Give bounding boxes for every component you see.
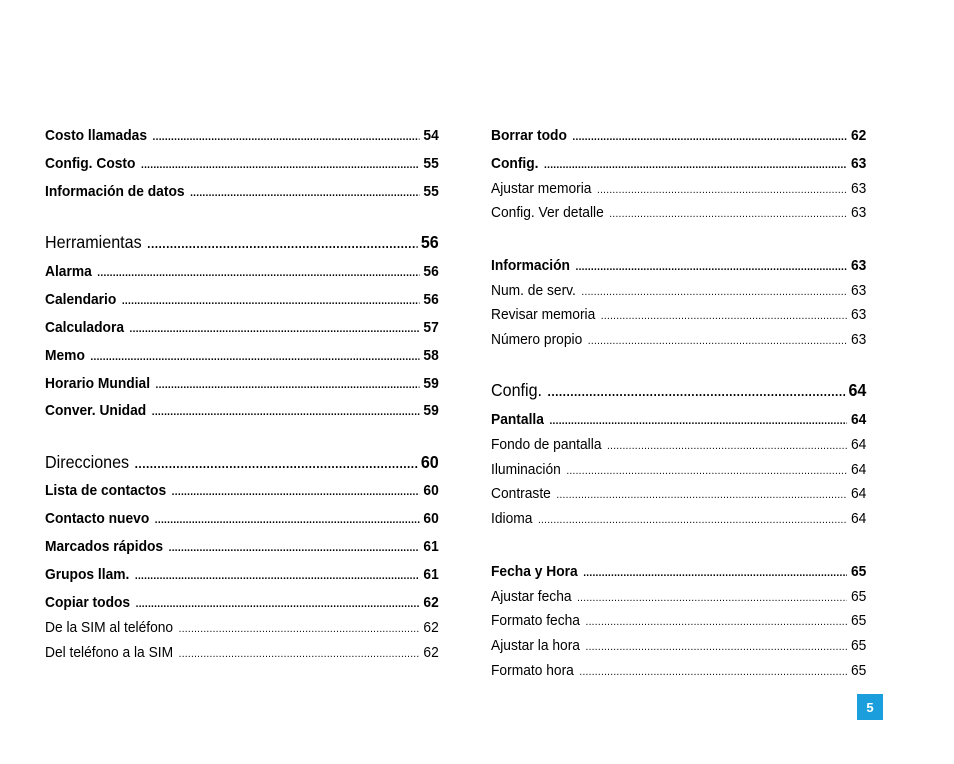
toc-entry [491,154,866,175]
leader-dots [609,204,847,224]
toc-entry-label: Costo llamadas [45,127,148,144]
toc-entry-label: De la SIM al teléfono [45,619,174,636]
toc-entry-page: 56 [420,232,439,252]
toc-subentry [491,460,866,481]
toc-entry-page: 64 [851,510,867,527]
toc-entry-label: Fecha y Hora [491,563,578,580]
toc-subentry [491,611,866,632]
toc-subentry [491,636,866,657]
toc-entry-label: Información [491,257,570,274]
toc-entry-page: 64 [848,380,867,400]
toc-entry-page: 63 [851,155,867,172]
toc-entry-page: 59 [423,375,439,392]
toc-entry-page: 64 [851,411,867,428]
toc-entry-label: Config. Costo [45,155,136,172]
toc-entry-page: 64 [851,461,867,478]
toc-entry-page: 61 [423,566,439,583]
leader-dots [597,180,847,200]
leader-dots [566,461,847,481]
toc-entry-label: Num. de serv. [491,282,576,299]
toc-entry [491,256,866,277]
toc-entry-label: Formato hora [491,662,574,679]
toc-entry-page: 63 [851,306,867,323]
toc-entry-label: Alarma [45,263,92,280]
toc-entry-label: Del teléfono a la SIM [45,644,174,661]
toc-entry-label: Revisar memoria [491,306,596,323]
toc-entry-page: 62 [423,594,439,611]
toc-entry-page: 62 [423,644,439,661]
toc-entry-page: 58 [423,347,439,364]
toc-entry-label: Conver. Unidad [45,402,147,419]
toc-entry-label: Ajustar la hora [491,637,580,654]
leader-dots [581,282,847,302]
toc-entry-label: Pantalla [491,411,544,428]
toc-entry-label: Número propio [491,331,583,348]
toc-entry-page: 63 [851,282,867,299]
toc-entry-page: 60 [423,482,439,499]
toc-entry-label: Contraste [491,485,551,502]
toc-subentry [491,587,866,608]
toc-subentry [491,435,866,456]
leader-dots [575,257,847,277]
leader-dots [586,637,848,657]
toc-entry-label: Lista de contactos [45,482,167,499]
toc-entry-page: 55 [423,183,439,200]
toc-entry-page: 65 [851,563,867,580]
toc-entry-label: Config. [491,380,543,400]
leader-dots [601,306,848,326]
toc-entry-page: 65 [851,588,867,605]
toc-entry-label: Iluminación [491,461,561,478]
toc-entry-page: 56 [423,263,439,280]
toc-entry-page: 64 [851,436,867,453]
toc-section-heading [491,380,866,402]
leader-dots [579,662,847,682]
toc-entry-page: 57 [423,319,439,336]
leader-dots [607,436,847,456]
leader-dots [572,127,847,147]
toc-subentry [491,281,866,302]
toc-entry-page: 62 [851,127,867,144]
toc-entry-label: Herramientas [45,232,142,252]
toc-entry-label: Copiar todos [45,594,131,611]
toc-entry [491,126,866,147]
toc-subentry [491,179,866,200]
toc-subentry [491,484,866,505]
toc-subentry [491,305,866,326]
toc-entry-label: Grupos llam. [45,566,130,583]
toc-entry-label: Horario Mundial [45,375,151,392]
toc-entry-label: Config. [491,155,539,172]
leader-dots [577,588,847,608]
toc-entry-label: Formato fecha [491,612,580,629]
toc-entry-page: 65 [851,637,867,654]
toc-entry-page: 60 [423,510,439,527]
leader-dots [556,485,847,505]
toc-entry-label: Calendario [45,291,117,308]
toc-entry-label: Borrar todo [491,127,567,144]
toc-entry-label: Ajustar memoria [491,180,592,197]
toc-entry-label: Memo [45,347,85,364]
toc-entry-label: Calculadora [45,319,125,336]
toc-subentry [491,509,866,530]
toc-entry-page: 62 [423,619,439,636]
toc-entry [491,562,866,583]
toc-entry-page: 55 [423,155,439,172]
toc-entry-label: Config. Ver detalle [491,204,604,221]
toc-entry-page: 63 [851,180,867,197]
toc-entry-page: 54 [423,127,439,144]
toc-subentry [491,661,866,682]
leader-dots [549,411,847,431]
toc-subentry [491,330,866,351]
toc-entry-label: Marcados rápidos [45,538,164,555]
toc-entry-page: 61 [423,538,439,555]
toc-entry-page: 60 [420,452,439,472]
leader-dots [583,563,847,583]
toc-entry-label: Información de datos [45,183,185,200]
leader-dots [544,155,847,175]
toc-entry-label: Ajustar fecha [491,588,572,605]
toc-entry-page: 63 [851,331,867,348]
toc-entry-page: 65 [851,612,867,629]
toc-entry-label: Contacto nuevo [45,510,150,527]
toc-entry-page: 59 [423,402,439,419]
leader-dots [588,331,848,351]
page-number-badge: 5 [857,694,883,720]
toc-entry-page: 64 [851,485,867,502]
toc-entry-page: 63 [851,204,867,221]
toc-entry-page: 65 [851,662,867,679]
toc-subentry [491,203,866,224]
toc-entry-label: Idioma [491,510,533,527]
toc-entry [491,410,866,431]
leader-dots [586,612,848,632]
toc-entry-label: Fondo de pantalla [491,436,602,453]
leader-dots [538,510,847,530]
toc-entry-page: 63 [851,257,867,274]
toc-entry-page: 56 [423,291,439,308]
toc-entry-label: Direcciones [45,452,130,472]
leader-dots [548,382,845,402]
